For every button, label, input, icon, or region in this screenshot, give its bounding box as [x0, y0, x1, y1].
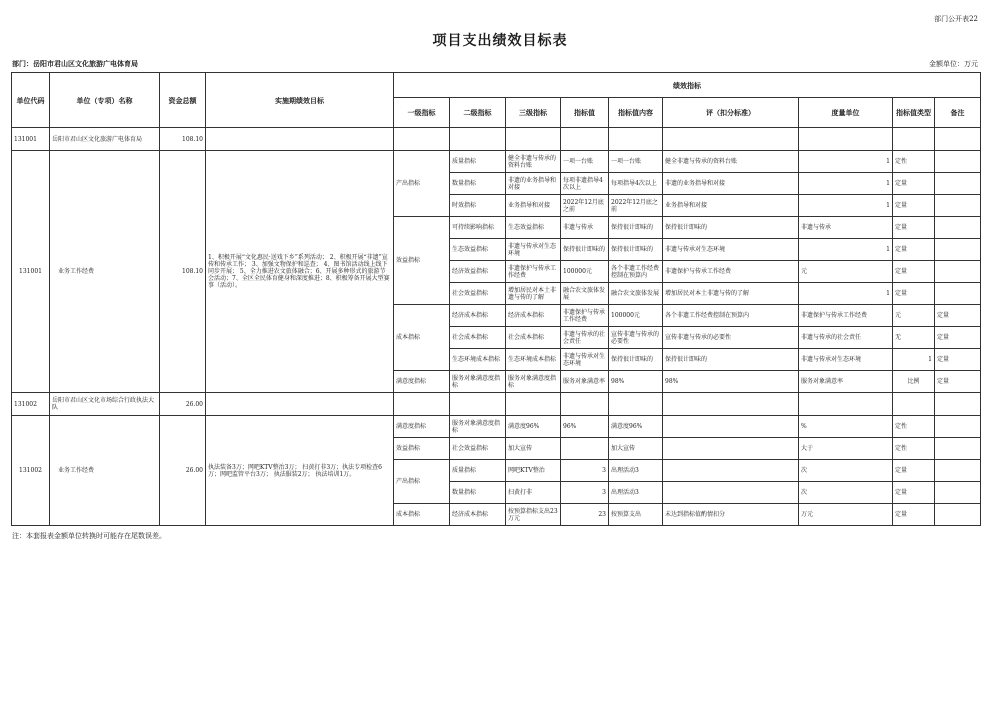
performance-table [11, 72, 981, 526]
indicator-scoring: 非遗的业务指导和对接 [663, 173, 799, 195]
indicator-value-content: 保持很计即味的 [609, 349, 663, 371]
indicator-value: 非遗与传承 [561, 217, 609, 239]
col-level1: 一级指标 [394, 98, 450, 128]
indicator-scoring [663, 482, 799, 504]
indicator-l3: 生态环境成本指标 [506, 349, 561, 371]
indicator-scoring [663, 438, 799, 460]
project-code: 131001 [12, 151, 50, 393]
indicator-l3: 服务对象满意度指标 [506, 371, 561, 393]
project-goal: 1、积极开展“文化惠民·送戏下乡”系列活动； 2、积极开展“非遗”宣传和传承工作； 3、加强文物保护和巡查； 4、图书馆活动线上线下同步开展； 5、全力推进农文旅体融合；6、开展多种形式的旅游节会活动；7、全区全民体育健身和深度推进；8、积极筹备开展大型赛事（活动）。 [206, 151, 394, 393]
indicator-group-output: 产出指标 [394, 460, 450, 504]
indicator-scoring: 健全非遗与传承的资料台账 [663, 151, 799, 173]
indicator-measure-unit: 1 [799, 195, 893, 217]
indicator-remark: 定量 [935, 371, 981, 393]
indicator-l2: 社会效益指标 [450, 438, 506, 460]
unit-row [12, 393, 981, 416]
indicator-value-type: 无 [893, 327, 935, 349]
project-amount: 108.10 [160, 151, 206, 393]
indicator-scoring [663, 460, 799, 482]
indicator-value-content: 按预算支出 [609, 504, 663, 526]
indicator-remark [935, 438, 981, 460]
indicator-value-type: 比例 [893, 371, 935, 393]
indicator-value-content: 出理活动3 [609, 460, 663, 482]
col-unit-name: 单位（专项）名称 [50, 73, 160, 128]
indicator-l2: 经济成本指标 [450, 504, 506, 526]
indicator-l2: 经济成本指标 [450, 305, 506, 327]
indicator-value: 3 [561, 460, 609, 482]
indicator-value-type: 定量 [893, 460, 935, 482]
indicator-group-benefit: 效益指标 [394, 217, 450, 305]
col-measure-unit: 度量单位 [799, 98, 893, 128]
indicator-l3: 社会成本指标 [506, 327, 561, 349]
indicator-value-content: 保持很计即味的 [609, 239, 663, 261]
col-value-content: 指标值内容 [609, 98, 663, 128]
indicator-scoring: 各个非遗工作经费控制在预算内 [663, 305, 799, 327]
indicator-value: 每项非遗指导4次以上 [561, 173, 609, 195]
indicator-value-type: 定性 [893, 151, 935, 173]
unit-code: 131001 [12, 128, 50, 151]
indicator-scoring: 增加居民对本土非遗与传的了解 [663, 283, 799, 305]
indicator-scoring: 业务指导和对接 [663, 195, 799, 217]
indicator-measure-unit: 次 [799, 460, 893, 482]
table-row [12, 151, 981, 173]
indicator-value: 23 [561, 504, 609, 526]
unit-amount: 108.10 [160, 128, 206, 151]
indicator-l3: 生态效益指标 [506, 217, 561, 239]
indicator-value-content: 出理活动3 [609, 482, 663, 504]
indicator-value: 非遗保护与传承工作经费 [561, 305, 609, 327]
col-indicators: 绩效指标 [394, 73, 981, 98]
indicator-value-type: 定量 [893, 283, 935, 305]
indicator-group-cost: 成本指标 [394, 504, 450, 526]
col-total-funds: 资金总额 [160, 73, 206, 128]
indicator-value-type: 定量 [893, 239, 935, 261]
indicator-group-cost: 成本指标 [394, 305, 450, 371]
indicator-value-content: 2022年12月底之前 [609, 195, 663, 217]
amount-unit-label: 金额单位：万元 [929, 60, 978, 68]
indicator-l3: 增加居民对本土非遗与传的了解 [506, 283, 561, 305]
indicator-measure-unit: 大于 [799, 438, 893, 460]
indicator-remark [935, 504, 981, 526]
indicator-l2: 质量指标 [450, 151, 506, 173]
indicator-remark [935, 239, 981, 261]
footnote: 注：本套报表金额单位转换时可能存在尾数误差。 [12, 532, 166, 540]
indicator-scoring [663, 416, 799, 438]
indicator-measure-unit: 1 [799, 151, 893, 173]
col-level3: 三级指标 [506, 98, 561, 128]
indicator-scoring: 保持很计即味的 [663, 349, 799, 371]
indicator-scoring: 宣传非遗与传承的必要性 [663, 327, 799, 349]
indicator-l3: 加大宣传 [506, 438, 561, 460]
unit-row [12, 128, 981, 151]
indicator-scoring: 保持很计即味的 [663, 217, 799, 239]
form-number: 部门公开表22 [934, 15, 978, 23]
indicator-remark [935, 482, 981, 504]
col-remark: 备注 [935, 98, 981, 128]
indicator-l2: 数量指标 [450, 482, 506, 504]
indicator-l3: 非遗的业务指导和对接 [506, 173, 561, 195]
indicator-l2: 质量指标 [450, 460, 506, 482]
col-unit-code: 单位代码 [12, 73, 50, 128]
indicator-remark [935, 416, 981, 438]
indicator-group-output: 产出指标 [394, 151, 450, 217]
indicator-value-content: 各个非遗工作经费控制在预算内 [609, 261, 663, 283]
unit-amount: 26.00 [160, 393, 206, 416]
indicator-value-content: 融合农文旅体发展 [609, 283, 663, 305]
indicator-remark [935, 283, 981, 305]
indicator-l2: 服务对象满意度指标 [450, 371, 506, 393]
indicator-scoring: 非遗与传承对生态环境 [663, 239, 799, 261]
indicator-value-type: 定量 [893, 261, 935, 283]
indicator-remark [935, 173, 981, 195]
indicator-value-type: 定量 [893, 195, 935, 217]
indicator-scoring: 未达到指标值酌情扣分 [663, 504, 799, 526]
indicator-measure-unit: 1 [799, 283, 893, 305]
indicator-value-type: 元 [893, 305, 935, 327]
indicator-l2: 数量指标 [450, 173, 506, 195]
indicator-value-type: 定性 [893, 416, 935, 438]
col-goal: 实施期绩效目标 [206, 73, 394, 128]
indicator-l3: 扫黄打非 [506, 482, 561, 504]
indicator-measure-unit: 非遗保护与传承工作经费 [799, 305, 893, 327]
indicator-remark [935, 151, 981, 173]
indicator-measure-unit: 1 [799, 173, 893, 195]
indicator-value: 100000元 [561, 261, 609, 283]
indicator-scoring: 非遗保护与传承工作经费 [663, 261, 799, 283]
project-name: 业务工作经费 [50, 151, 160, 393]
header-row-1 [12, 73, 981, 98]
table-row [12, 416, 981, 438]
indicator-l2: 生态环境成本指标 [450, 349, 506, 371]
indicator-value-content: 加大宣传 [609, 438, 663, 460]
indicator-measure-unit: 万元 [799, 504, 893, 526]
indicator-value-content: 一项一台账 [609, 151, 663, 173]
indicator-l2: 经济效益指标 [450, 261, 506, 283]
indicator-l2: 社会效益指标 [450, 283, 506, 305]
unit-code: 131002 [12, 393, 50, 416]
indicator-value: 保持很计即味的 [561, 239, 609, 261]
indicator-l3: 经济成本指标 [506, 305, 561, 327]
indicator-measure-unit: 非遗与传承的社会责任 [799, 327, 893, 349]
col-level2: 二级指标 [450, 98, 506, 128]
col-value: 指标值 [561, 98, 609, 128]
indicator-value-type: 1 [893, 349, 935, 371]
unit-name: 岳阳市君山区文化旅游广电体育局 [50, 128, 160, 151]
indicator-remark: 定量 [935, 305, 981, 327]
indicator-value-content: 保持很计即味的 [609, 217, 663, 239]
indicator-value: 96% [561, 416, 609, 438]
project-amount: 26.00 [160, 416, 206, 526]
indicator-l3: 健全非遗与传承的资料台账 [506, 151, 561, 173]
indicator-l3: 满意度96% [506, 416, 561, 438]
indicator-l3: 非遗保护与传承工作经费 [506, 261, 561, 283]
page-title: 项目支出绩效目标表 [432, 33, 568, 49]
project-goal: 执法装备3万；网吧KTV整治3万； 扫黄打非3万；执法专项检查6万；网吧监管平台3万； 执法服装2万； 执法培训1万。 [206, 416, 394, 526]
indicator-value-type: 定量 [893, 173, 935, 195]
indicator-l2: 时效指标 [450, 195, 506, 217]
indicator-l2: 社会成本指标 [450, 327, 506, 349]
col-scoring: 评（扣分标准） [663, 98, 799, 128]
indicator-value-content: 宣传非遗与传承的必要性 [609, 327, 663, 349]
indicator-l2: 生态效益指标 [450, 239, 506, 261]
project-code: 131002 [12, 416, 50, 526]
indicator-remark [935, 195, 981, 217]
indicator-value-type: 定性 [893, 438, 935, 460]
indicator-measure-unit: 非遗与传承对生态环境 [799, 349, 893, 371]
indicator-remark [935, 261, 981, 283]
indicator-group-satisfaction: 满意度指标 [394, 416, 450, 438]
indicator-l3: 按预算指标支出23万元 [506, 504, 561, 526]
col-value-type: 指标值类型 [893, 98, 935, 128]
project-name: 业务工作经费 [50, 416, 160, 526]
indicator-value-type: 定量 [893, 217, 935, 239]
indicator-scoring: 98% [663, 371, 799, 393]
indicator-value-type: 定量 [893, 504, 935, 526]
indicator-measure-unit: 次 [799, 482, 893, 504]
indicator-value-content: 满意度96% [609, 416, 663, 438]
indicator-l2: 服务对象满意度指标 [450, 416, 506, 438]
indicator-measure-unit: 非遗与传承 [799, 217, 893, 239]
indicator-group-benefit: 效益指标 [394, 438, 450, 460]
indicator-remark [935, 217, 981, 239]
indicator-l3: 非遗与传承对生态环境 [506, 239, 561, 261]
indicator-value: 3 [561, 482, 609, 504]
unit-name: 岳阳市君山区文化市场综合行政执法大队 [50, 393, 160, 416]
indicator-value: 非遗与传承的社会责任 [561, 327, 609, 349]
indicator-group-satisfaction: 满意度指标 [394, 371, 450, 393]
indicator-value: 融合农文旅体发展 [561, 283, 609, 305]
indicator-remark: 定量 [935, 349, 981, 371]
indicator-value-type: 定量 [893, 482, 935, 504]
indicator-measure-unit: 1 [799, 239, 893, 261]
indicator-value-content: 98% [609, 371, 663, 393]
indicator-l3: 网吧KTV整治 [506, 460, 561, 482]
indicator-l3: 业务指导和对接 [506, 195, 561, 217]
indicator-measure-unit: % [799, 416, 893, 438]
department-label: 部门：岳阳市君山区文化旅游广电体育局 [12, 59, 138, 68]
indicator-value: 2022年12月底之前 [561, 195, 609, 217]
indicator-value: 非遗与传承对生态环境 [561, 349, 609, 371]
indicator-remark: 定量 [935, 327, 981, 349]
indicator-remark [935, 460, 981, 482]
indicator-value [561, 438, 609, 460]
indicator-value: 一项一台账 [561, 151, 609, 173]
indicator-measure-unit: 服务对象满意率 [799, 371, 893, 393]
indicator-l2: 可持续影响指标 [450, 217, 506, 239]
indicator-value-content: 100000元 [609, 305, 663, 327]
indicator-measure-unit: 元 [799, 261, 893, 283]
indicator-value: 服务对象满意率 [561, 371, 609, 393]
indicator-value-content: 每项指导4次以上 [609, 173, 663, 195]
